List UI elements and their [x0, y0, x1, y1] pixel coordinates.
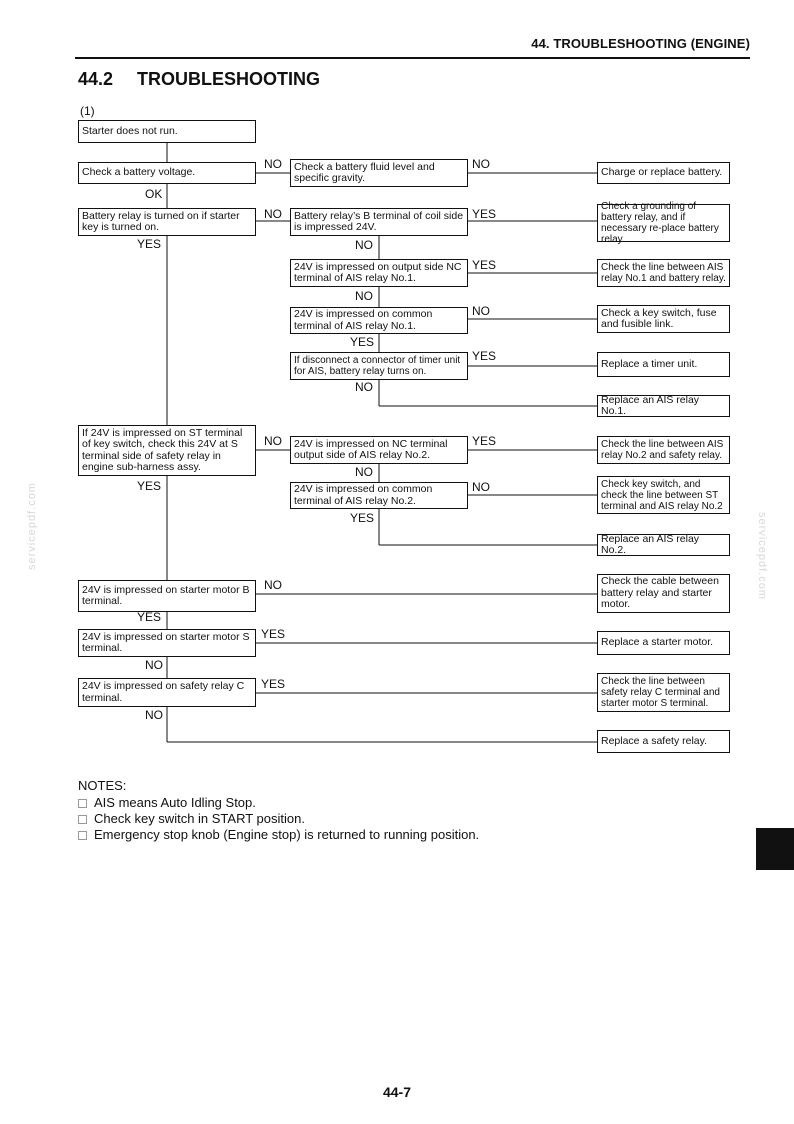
branch-label-no: NO [472, 157, 490, 171]
flow-box-replace-timer: Replace a timer unit. [597, 352, 730, 377]
branch-label-yes: YES [472, 434, 497, 448]
flow-box-ais1-nc-output: 24V is impressed on output side NC terminal of AIS relay No.1. [290, 259, 468, 287]
flow-box-charge-battery: Charge or replace battery. [597, 162, 730, 184]
flow-box-relay-b-terminal: Battery relay’s B terminal of coil side is impressed 24V. [290, 208, 468, 236]
branch-label-yes: YES [350, 511, 375, 525]
branch-label-no: NO [264, 157, 282, 171]
note-item: Check key switch in START position. [78, 811, 305, 826]
branch-label-yes: YES [261, 677, 286, 691]
branch-label-no: NO [145, 658, 163, 672]
flow-box-ais2-common: 24V is impressed on common terminal of AIS relay No.2. [290, 482, 468, 509]
flow-box-check-line-ais1: Check the line between AIS relay No.1 and battery relay. [597, 259, 730, 287]
notes-title: NOTES: [78, 778, 127, 793]
checkbox-bullet-icon [78, 831, 87, 840]
branch-label-ok: OK [145, 187, 163, 201]
flow-box-battery-voltage: Check a battery voltage. [78, 162, 256, 184]
branch-label-no: NO [472, 480, 490, 494]
flow-box-check-line-safety: Check the line between safety relay C terminal and starter motor S terminal. [597, 673, 730, 712]
branch-label-no: NO [355, 380, 373, 394]
section-number: 44.2 [78, 69, 114, 89]
branch-label-yes: YES [472, 258, 497, 272]
checkbox-bullet-icon [78, 815, 87, 824]
branch-label-yes: YES [261, 627, 286, 641]
flow-box-battery-fluid: Check a battery fluid level and specific gravity. [290, 159, 468, 187]
chapter-header: 44. TROUBLESHOOTING (ENGINE) [531, 36, 750, 51]
flow-box-replace-safety-relay: Replace a safety relay. [597, 730, 730, 753]
flow-box-replace-ais1: Replace an AIS relay No.1. [597, 395, 730, 417]
flow-box-st-terminal: If 24V is impressed on ST terminal of key switch, check this 24V at S terminal side of safety relay in engine sub-harness assy. [78, 425, 256, 476]
subsection-number: (1) [80, 104, 95, 118]
flow-box-replace-ais2: Replace an AIS relay No.2. [597, 534, 730, 556]
branch-label-yes: YES [350, 335, 375, 349]
flow-box-replace-starter: Replace a starter motor. [597, 631, 730, 655]
branch-label-yes: YES [137, 610, 162, 624]
flow-box-starter-motor-b: 24V is impressed on starter motor B terminal. [78, 580, 256, 612]
branch-label-no: NO [264, 434, 282, 448]
flow-box-check-cable: Check the cable between battery relay and starter motor. [597, 574, 730, 613]
flow-box-check-key-switch-st: Check key switch, and check the line between ST terminal and AIS relay No.2 [597, 476, 730, 514]
branch-label-yes: YES [472, 207, 497, 221]
flow-box-check-grounding: Check a grounding of battery relay, and if necessary re-place battery relay. [597, 204, 730, 242]
note-item: AIS means Auto Idling Stop. [78, 795, 256, 810]
chapter-tab-marker [756, 828, 794, 870]
branch-label-no: NO [355, 465, 373, 479]
branch-label-no: NO [355, 289, 373, 303]
flow-box-starter-not-run: Starter does not run. [78, 120, 256, 143]
flow-box-starter-motor-s: 24V is impressed on starter motor S terminal. [78, 629, 256, 657]
branch-label-no: NO [145, 708, 163, 722]
flow-box-ais2-nc-output: 24V is impressed on NC terminal output side of AIS relay No.2. [290, 436, 468, 464]
flow-box-safety-relay-c: 24V is impressed on safety relay C terminal. [78, 678, 256, 707]
flow-box-check-line-ais2: Check the line between AIS relay No.2 and safety relay. [597, 436, 730, 464]
watermark-right: servicepdf.com [756, 512, 768, 600]
note-item: Emergency stop knob (Engine stop) is returned to running position. [78, 827, 479, 842]
branch-label-yes: YES [137, 237, 162, 251]
branch-label-yes: YES [137, 479, 162, 493]
flow-box-check-key-switch: Check a key switch, fuse and fusible link. [597, 305, 730, 333]
section-title: TROUBLESHOOTING [137, 69, 320, 89]
flow-box-timer-unit-disconnect: If disconnect a connector of timer unit for AIS, battery relay turns on. [290, 352, 468, 380]
page-number: 44-7 [382, 1084, 412, 1100]
branch-label-no: NO [264, 207, 282, 221]
flow-box-battery-relay-on: Battery relay is turned on if starter key is turned on. [78, 208, 256, 236]
branch-label-no: NO [264, 578, 282, 592]
checkbox-bullet-icon [78, 799, 87, 808]
branch-label-no: NO [355, 238, 373, 252]
flow-box-ais1-common: 24V is impressed on common terminal of AIS relay No.1. [290, 307, 468, 334]
branch-label-yes: YES [472, 349, 497, 363]
watermark-left: servicepdf.com [26, 482, 38, 570]
branch-label-no: NO [472, 304, 490, 318]
